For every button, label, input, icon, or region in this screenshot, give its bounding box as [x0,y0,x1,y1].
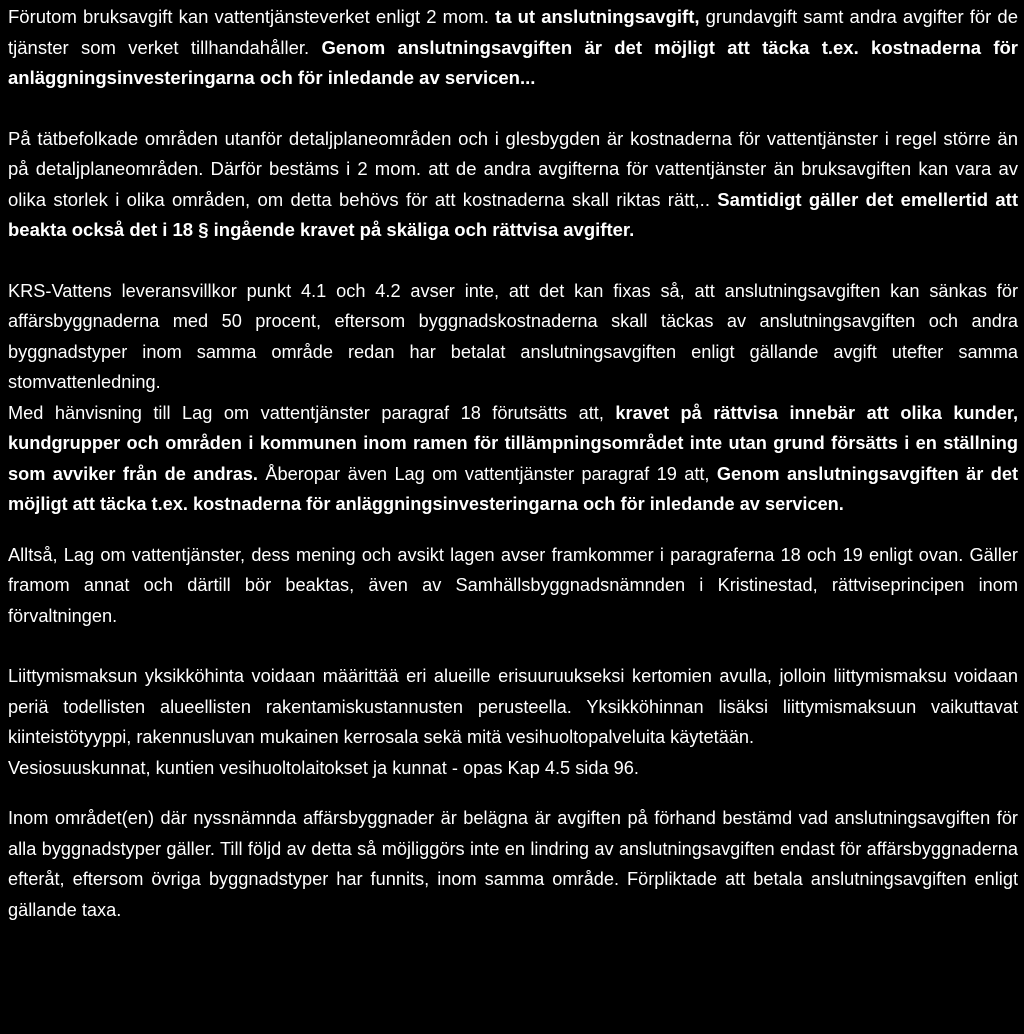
paragraph-7 [8,753,1018,784]
paragraph-2 [8,124,1018,246]
paragraph-6 [8,661,1018,753]
text-segment: Förutom bruksavgift kan vattentjänsteverket enligt 2 mom. [8,6,496,27]
paragraph-8 [8,803,1018,925]
paragraph-1 [8,2,1018,94]
paragraph-spacer [8,520,1018,540]
paragraph-spacer [8,631,1018,661]
text-segment: KRS-Vattens leveransvillkor punkt 4.1 och 4.2 avser inte, att det kan fixas så, att anslutningsavgiften kan sänkas för affärsbyggnaderna med 50 procent, eftersom byggnadskostnaderna skall täckas av anslutningsavgiften och andra byggnadstyper inom samma område redan har betalat anslutningsavgiften enligt gällande avgift utefter samma stomvattenledning. [8,280,1018,392]
paragraph-3 [8,276,1018,398]
document-page [8,0,1018,925]
paragraph-5 [8,540,1018,632]
bold-text-segment: Genom anslutningsavgiften är det möjligt att täcka t.ex. kostnaderna för anläggningsinvesteringarna och för inledande av servicen. [8,463,1019,514]
bold-text-segment: ta ut anslutningsavgift, [495,6,700,27]
text-segment: Med hänvisning till Lag om vattentjänster paragraf 18 förutsätts att, [8,402,616,423]
text-segment: Åberopar även Lag om vattentjänster paragraf 19 att, [257,463,717,484]
paragraph-spacer [8,783,1018,803]
text-segment: Alltså, Lag om vattentjänster, dess mening och avsikt lagen avser framkommer i paragraferna 18 och 19 enligt ovan. Gäller framom annat och därtill bör beaktas, även av Samhällsbyggnadsnämnden i Kristinestad, rättviseprincipen inom förvaltningen. [8,544,1018,626]
bold-text-segment: Samtidigt gäller det emellertid att beakta också det i 18 § ingående kravet på skäliga och rättvisa avgifter. [8,188,1019,240]
paragraph-4 [8,398,1018,520]
paragraph-spacer [8,246,1018,276]
text-segment: Vesiosuuskunnat, kuntien vesihuoltolaitokset ja kunnat - opas Kap 4.5 sida 96. [8,757,639,778]
bold-text-segment: Genom anslutningsavgiften är det möjligt att täcka t.ex. kostnaderna för anläggningsinvesteringarna och för inledande av servicen... [8,36,1018,88]
text-segment: Inom området(en) där nyssnämnda affärsbyggnader är belägna är avgiften på förhand bestämd vad anslutningsavgiften för alla byggnadstyper gäller. Till följd av detta så möjliggörs inte en lindring av anslutningsavgiften endast för affärsbyggnaderna efteråt, eftersom övriga byggnadstyper har funnits, inom samma område. Förpliktade att betala anslutningsavgiften enligt gällande taxa. [8,808,1018,920]
text-segment: På tätbefolkade områden utanför detaljplaneområden och i glesbygden är kostnaderna för vattentjänster i regel större än på detaljplaneområden. Därför bestäms i 2 mom. att de andra avgifterna för vattentjänster än bruksavgiften kan vara av olika storlek i olika områden, om detta behövs för att kostnaderna skall riktas rätt,.. [8,127,1018,210]
text-segment: Liittymismaksun yksikköhinta voidaan määrittää eri alueille erisuuruukseksi kertomien avulla, jolloin liittymismaksu voidaan periä todellisten alueellisten rakentamiskustannusten perusteella. Yksikköhinnan lisäksi liittymismaksuun vaikuttavat kiinteistötyyppi, rakennusluvan mukainen kerrosala sekä mitä vesihuoltopalveluita käytetään. [8,666,1018,747]
paragraph-spacer [8,94,1018,124]
text-segment: grundavgift samt andra avgifter för de tjänster som verket tillhandahåller. [8,6,1019,58]
bold-text-segment: kravet på rättvisa innebär att olika kunder, kundgrupper och områden i kommunen inom ramen för tillämpningsområdet inte utan grund försätts i en ställning som avviker från de andras. [8,402,1018,484]
